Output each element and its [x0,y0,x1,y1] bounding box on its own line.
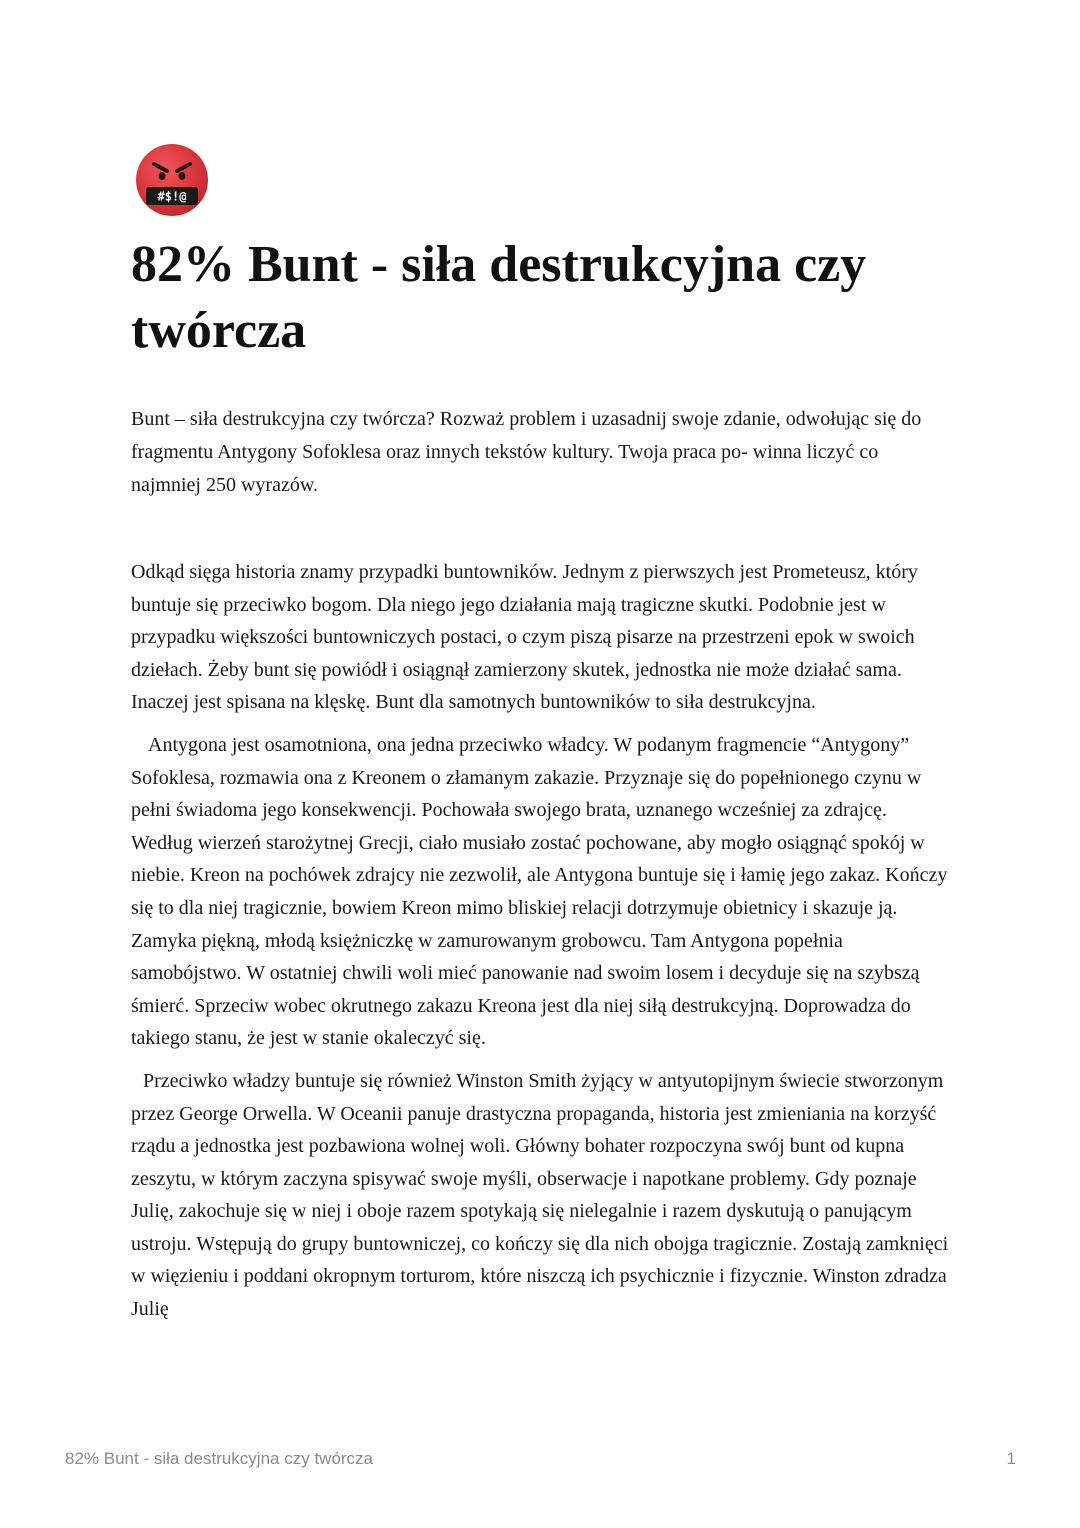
page-title: 82% Bunt - siła destrukcyjna czy twórcza [131,236,867,359]
emoji-right-eye [179,172,186,180]
emoji-symbols: #$!@ [157,189,187,204]
footer-page-number: 1 [1006,1449,1016,1468]
essay-prompt: Bunt – siła destrukcyjna czy twórcza? Rozważ problem i uzasadnij swoje zdanie, odwołując się do fragmentu Antygony Sofoklesa oraz innych tekstów kultury. Twoja praca po- winna liczyć co najmniej 250 wyrazów. [131,408,922,496]
essay-paragraph: Odkąd sięga historia znamy przypadki buntowników. Jednym z pierwszych jest Prometeusz, który buntuje się przeciwko bogom. Dla niego jego działania mają tragiczne skutki. Podobnie jest w przypadku większości buntowniczych postaci, o czym piszą pisarze na przestrzeni epok w swoich dziełach. Żeby bunt się powiódł i osiągnął zamierzony skutek, jednostka nie może działać sama. Inaczej jest spisana na klęskę. Bunt dla samotnych buntowników to siła destrukcyjna. [131,561,918,714]
angry-face-with-symbols-icon [134,142,210,218]
footer-document-title: 82% Bunt - siła destrukcyjna czy twórcza [65,1449,374,1468]
essay-body [131,556,951,1336]
emoji-left-eye [159,172,166,180]
essay-paragraph: Przeciwko władzy buntuje się również Winston Smith żyjący w antyutopijnym świecie stworzonym przez George Orwella. W Oceanii panuje drastyczna propaganda, historia jest zmieniania na korzyść rządu a jednostka jest pozbawiona wolnej woli. Główny bohater rozpoczyna swój bunt od kupna zeszytu, w którym zaczyna spisywać swoje myśli, obserwacje i napotkane problemy. Gdy poznaje Julię, zakochuje się w niej i oboje razem spotykają się nielegalnie i razem dyskutują o panującym ustroju. Wstępują do grupy buntowniczej, co kończy się dla nich obojga tragicznie. Zostają zamknięci w więzieniu i poddani okropnym torturom, które niszczą ich psychicznie i fizycznie. Winston zdradza Julię [131,1069,949,1321]
emoji-face [136,144,208,216]
essay-paragraph: Antygona jest osamotniona, ona jedna przeciwko władcy. W podanym fragmencie “Antygony” Sofoklesa, rozmawia ona z Kreonem o złamanym zakazie. Przyznaje się do popełnionego czynu w pełni świadoma jego konsekwencji. Pochowała swojego brata, uznanego wcześniej za zdrajcę. Według wierzeń starożytnej Grecji, ciało musiało zostać pochowane, aby mogło osiągnąć spokój w niebie. Kreon na pochówek zdrajcy nie zezwolił, ale Antygona buntuje się i łamię jego zakaz. Kończy się to dla niej tragicznie, bowiem Kreon mimo bliskiej relacji dotrzymuje obietnicy i skazuje ją. Zamyka piękną, młodą księżniczkę w zamurowanym grobowcu. Tam Antygona popełnia samobójstwo. W ostatniej chwili woli mieć panowanie nad swoim losem i decyduje się na szybszą śmierć. Sprzeciw wobec okrutnego zakazu Kreona jest dla niej siłą destrukcyjną. Doprowadza do takiego stanu, że jest w stanie okaleczyć się. [131,733,948,1050]
